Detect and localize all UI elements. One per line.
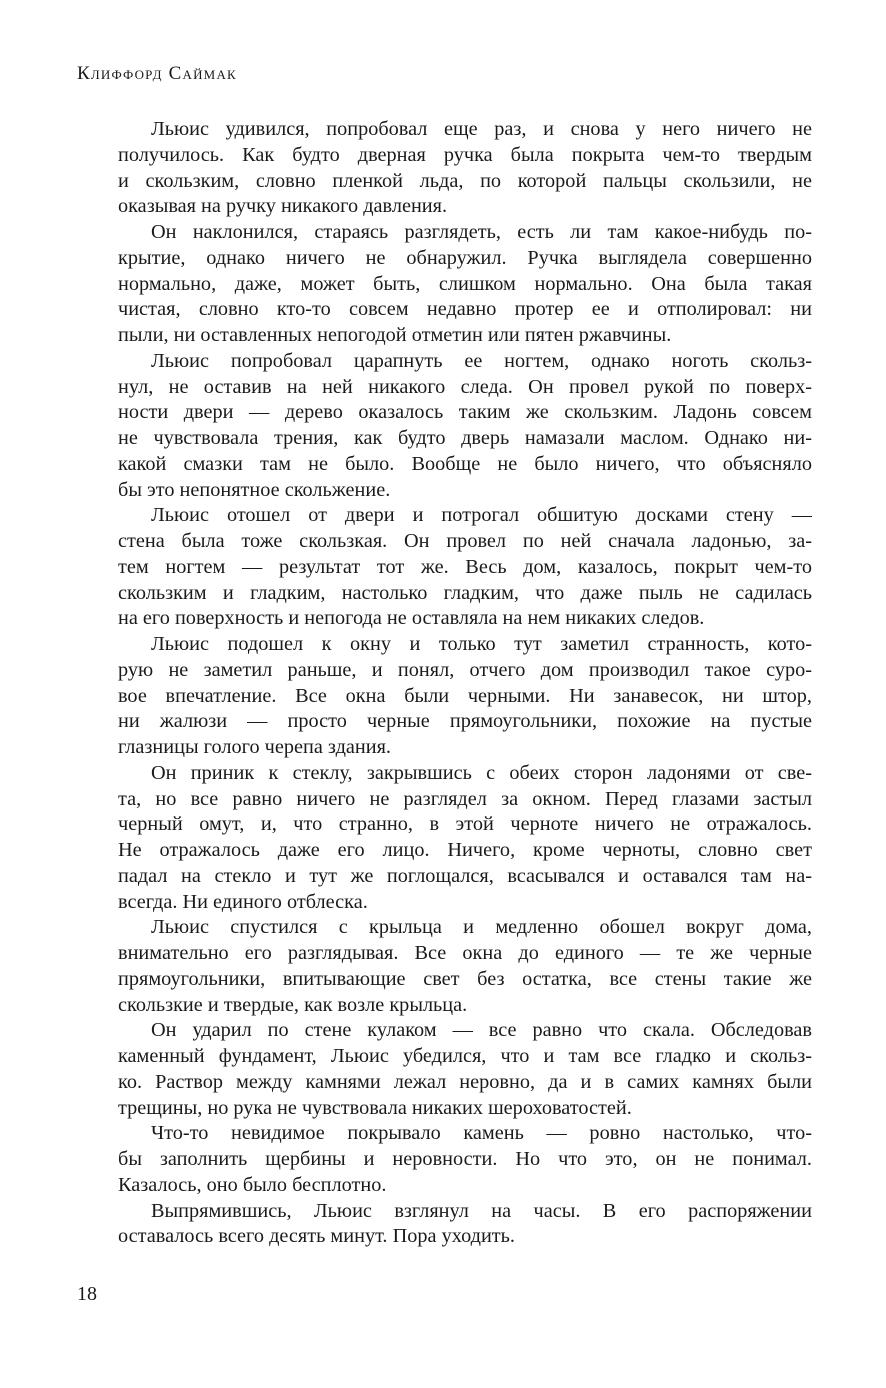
text-line: бы заполнить щербины и неровности. Но что это, он не понимал. — [118, 1148, 812, 1170]
text-line: Что-то невидимое покрывало камень — ровно настолько, что- — [151, 1122, 812, 1145]
text-line: падал на стекло и тут же поглощался, всасывался и оставался там на- — [118, 864, 812, 887]
text-line: Он приник к стеклу, закрывшись с обеих сторон ладонями от све- — [151, 761, 812, 784]
text-line: ности двери — дерево оказалось таким же скользким. Ладонь совсем — [118, 401, 812, 424]
text-line: Льюис спустился с крыльца и медленно обошел вокруг дома, — [151, 916, 812, 939]
text-line: вое впечатление. Все окна были черными. Ни занавесок, ни штор, — [118, 684, 812, 707]
text-line: Льюис попробовал царапнуть ее ногтем, однако ноготь скольз- — [151, 349, 812, 372]
text-line: нул, не оставив на ней никакого следа. Он провел рукой по поверх- — [118, 375, 812, 398]
text-line: прямоугольники, впитывающие свет без остатка, все стены такие же — [118, 967, 812, 990]
text-line: на его поверхность и непогода не оставляла на нем никаких следов. — [118, 607, 705, 630]
page-number: 18 — [77, 1283, 97, 1305]
text-line: тем ногтем — результат тот же. Весь дом, казалось, покрыт чем-то — [118, 555, 812, 578]
text-line: каменный фундамент, Льюис убедился, что и там все гладко и скольз- — [118, 1045, 812, 1067]
text-line: нормально, даже, может быть, слишком нормально. Она была такая — [118, 272, 812, 295]
paragraph — [118, 503, 812, 632]
text-line: скользким и гладким, настолько гладким, что даже пыль не садилась — [118, 581, 812, 604]
paragraph — [118, 1199, 812, 1251]
text-line: глазницы голого черепа здания. — [118, 736, 391, 758]
text-line: Выпрямившись, Льюис взглянул на часы. В его распоряжении — [151, 1199, 812, 1222]
text-line: оказывая на ручку никакого давления. — [118, 195, 448, 218]
text-line: Казалось, оно было бесплотно. — [118, 1173, 387, 1196]
paragraph — [118, 349, 812, 504]
text-line: рую не заметил раньше, и понял, отчего дом производил такое суро- — [118, 658, 812, 681]
text-line: не чувствовала трения, как будто дверь намазали маслом. Однако ни- — [118, 427, 812, 449]
text-line: Он ударил по стене кулаком — все равно что скала. Обследовав — [151, 1019, 812, 1042]
text-line: Он наклонился, стараясь разглядеть, есть ли там какое-нибудь по- — [151, 221, 812, 243]
text-line: крытие, однако ничего не обнаружил. Ручка выглядела совершенно — [118, 246, 812, 269]
text-line: Льюис отошел от двери и потрогал обшитую досками стену — — [151, 504, 812, 527]
text-line: стена была тоже скользкая. Он провел по ней сначала ладонью, за- — [118, 530, 812, 552]
text-line: чистая, словно кто-то совсем недавно протер ее и отполировал: ни — [118, 298, 812, 321]
text-line: та, но все равно ничего не разглядел за окном. Перед глазами застыл — [118, 787, 812, 810]
text-line: бы это непонятное скольжение. — [118, 478, 391, 501]
text-line: трещины, но рука не чувствовала никаких шероховатостей. — [118, 1096, 632, 1119]
paragraph — [118, 1121, 812, 1198]
text-line: и скользким, словно пленкой льда, по которой пальцы скользили, не — [118, 169, 812, 192]
text-line: пыли, ни оставленных непогодой отметин или пятен ржавчины. — [118, 324, 672, 346]
paragraph — [118, 915, 812, 1018]
text-line: всегда. Ни единого отблеска. — [118, 890, 368, 913]
text-line: черный омут, и, что странно, в этой черноте ничего не отражалось. — [118, 813, 812, 836]
text-line: Льюис удивился, попробовал еще раз, и снова у него ничего не — [151, 118, 812, 140]
text-line: ни жалюзи — просто черные прямоугольники, похожие на пустые — [118, 710, 812, 733]
text-line: скользкие и твердые, как возле крыльца. — [118, 993, 468, 1016]
text-line: какой смазки там не было. Вообще не было ничего, что объясняло — [118, 452, 812, 475]
running-head: Клиффорд Саймак — [77, 63, 237, 84]
text-line: внимательно его разглядывая. Все окна до единого — те же черные — [118, 942, 812, 964]
text-line: Не отражалось даже его лицо. Ничего, кроме черноты, словно свет — [118, 839, 812, 861]
paragraph — [118, 632, 812, 761]
text-line: оставалось всего десять минут. Пора уходить. — [118, 1225, 515, 1248]
paragraph — [118, 1018, 812, 1121]
paragraph — [118, 220, 812, 349]
body-text — [118, 117, 812, 1250]
text-line: Льюис подошел к окну и только тут заметил странность, кото- — [151, 633, 812, 655]
text-line: ко. Раствор между камнями лежал неровно, да и в самих камнях были — [118, 1070, 812, 1093]
text-line: получилось. Как будто дверная ручка была покрыта чем-то твердым — [118, 143, 812, 166]
paragraph — [118, 117, 812, 220]
paragraph — [118, 761, 812, 916]
